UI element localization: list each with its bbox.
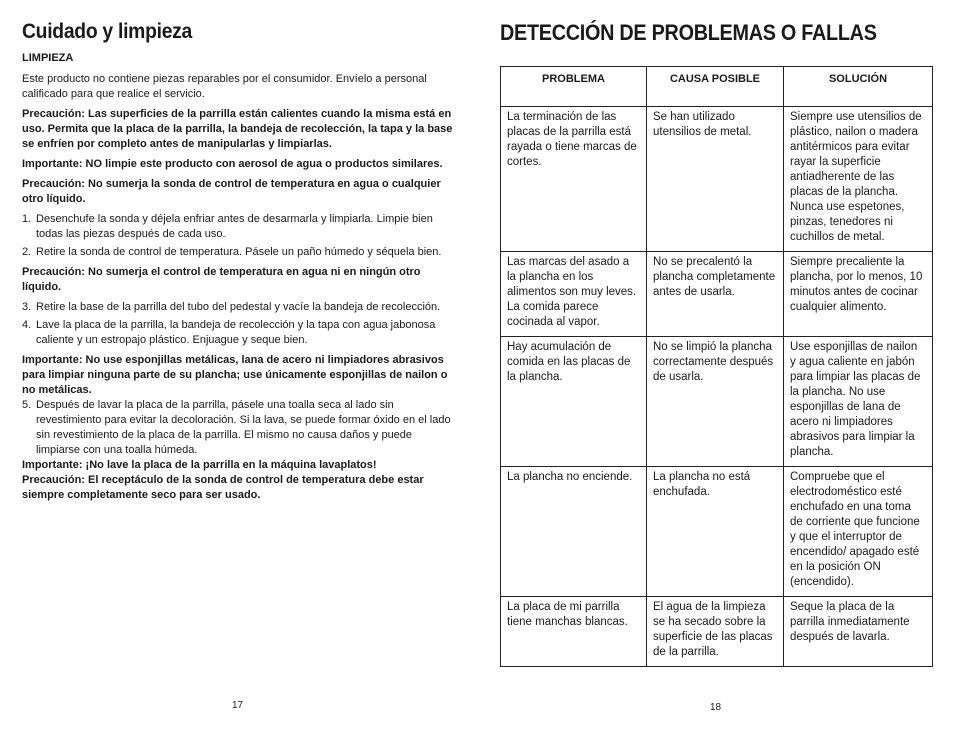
table-row — [501, 337, 933, 467]
table-header-row — [501, 67, 933, 107]
page-number-left: 17 — [232, 700, 244, 711]
steps-list-c — [22, 398, 454, 458]
table-cell-problem: Hay acumulación de comida en las placas de la plancha. — [501, 337, 647, 467]
page-title: Cuidado y limpieza — [22, 20, 193, 43]
caution-paragraph-1: Precaución: Las superficies de la parrilla están calientes cuando la misma está en uso. Permita que la placa de la parrilla, la bandeja de recolección, la tapa y la base se enfríen por completo antes de manipularlas y limpiarlas. — [22, 108, 453, 150]
table-row — [501, 252, 933, 337]
table-cell-cause: Se han utilizado utensilios de metal. — [647, 107, 784, 252]
table-cell-solution: Seque la placa de la parrilla inmediatamente después de lavarla. — [784, 597, 933, 667]
intro-paragraph: Este producto no contiene piezas reparables por el consumidor. Envíelo a personal calificado para que realice el servicio. — [22, 73, 427, 100]
table-cell-solution: Siempre use utensilios de plástico, nailon o madera antitérmicos para evitar rayar la superficie antiadherente de las placas de la plancha. Nunca use espetones, pinzas, tenedores ni cuchillos de metal. — [784, 107, 933, 252]
right-page — [500, 20, 932, 667]
steps-list-a — [22, 212, 454, 260]
column-header-cause: CAUSA POSIBLE — [647, 67, 784, 107]
caution-paragraph-4: Precaución: El receptáculo de la sonda de control de temperatura debe estar siempre completamente seco para ser usado. — [22, 474, 424, 501]
table-row — [501, 597, 933, 667]
table-cell-cause: No se precalentó la plancha completamente antes de usarla. — [647, 252, 784, 337]
steps-list-b — [22, 300, 454, 348]
page-number-right: 18 — [710, 702, 722, 713]
list-item: 2. Retire la sonda de control de temperatura. Pásele un paño húmedo y séquela bien. — [22, 246, 442, 258]
table-row — [501, 467, 933, 597]
table-cell-solution: Siempre precaliente la plancha, por lo menos, 10 minutos antes de cocinar cualquier alimento. — [784, 252, 933, 337]
table-cell-solution: Compruebe que el electrodoméstico esté enchufado en una toma de corriente que funcione y que el interruptor de encendido/ apagado esté en la posición ON (encendido). — [784, 467, 933, 597]
list-item: 4. Lave la placa de la parrilla, la bandeja de recolección y la tapa con agua jabonosa caliente y un estropajo plástico. Enjuague y seque bien. — [22, 319, 436, 346]
page-title: DETECCIÓN DE PROBLEMAS O FALLAS — [500, 20, 877, 45]
caution-paragraph-2: Precaución: No sumerja la sonda de control de temperatura en agua o cualquier otro líquido. — [22, 178, 441, 205]
table-cell-problem: Las marcas del asado a la plancha en los alimentos son muy leves. La comida parece cocinada al vapor. — [501, 252, 647, 337]
table-cell-cause: El agua de la limpieza se ha secado sobre la superficie de las placas de la parrilla. — [647, 597, 784, 667]
left-page — [22, 20, 454, 503]
important-paragraph-3: Importante: ¡No lave la placa de la parrilla en la máquina lavaplatos! — [22, 459, 377, 471]
column-header-solution: SOLUCIÓN — [784, 67, 933, 107]
caution-paragraph-3: Precaución: No sumerja el control de temperatura en agua ni en ningún otro líquido. — [22, 266, 421, 293]
table-row — [501, 107, 933, 252]
list-item: 3. Retire la base de la parrilla del tubo del pedestal y vacíe la bandeja de recolección. — [22, 301, 441, 313]
table-cell-solution: Use esponjillas de nailon y agua caliente en jabón para limpiar las placas de la plancha. No use esponjillas de lana de acero ni limpiadores abrasivos para limpiar la plancha. — [784, 337, 933, 467]
section-subheading: LIMPIEZA — [22, 52, 74, 64]
column-header-problem: PROBLEMA — [501, 67, 647, 107]
table-cell-cause: No se limpió la plancha correctamente después de usarla. — [647, 337, 784, 467]
important-paragraph-1: Importante: NO limpie este producto con aerosol de agua o productos similares. — [22, 158, 443, 170]
important-paragraph-2: Importante: No use esponjillas metálicas, lana de acero ni limpiadores abrasivos para limpiar ninguna parte de su plancha; use únicamente esponjillas de nailon o no metálicas. — [22, 354, 448, 396]
table-cell-problem: La terminación de las placas de la parrilla está rayada o tiene marcas de cortes. — [501, 107, 647, 252]
troubleshooting-table — [500, 66, 933, 667]
table-cell-problem: La plancha no enciende. — [501, 467, 647, 597]
table-cell-cause: La plancha no está enchufada. — [647, 467, 784, 597]
table-cell-problem: La placa de mi parrilla tiene manchas blancas. — [501, 597, 647, 667]
list-item: 5. Después de lavar la placa de la parrilla, pásele una toalla seca al lado sin revestimiento para evitar la decoloración. Si la lava, se puede formar óxido en el lado sin revestimiento de la placa de la parrilla. El mismo no causa daños y puede limpiarse con una toalla húmeda. — [22, 399, 451, 456]
list-item: 1. Desenchufe la sonda y déjela enfriar antes de desarmarla y limpiarla. Limpie bien todas las piezas después de cada uso. — [22, 213, 433, 240]
